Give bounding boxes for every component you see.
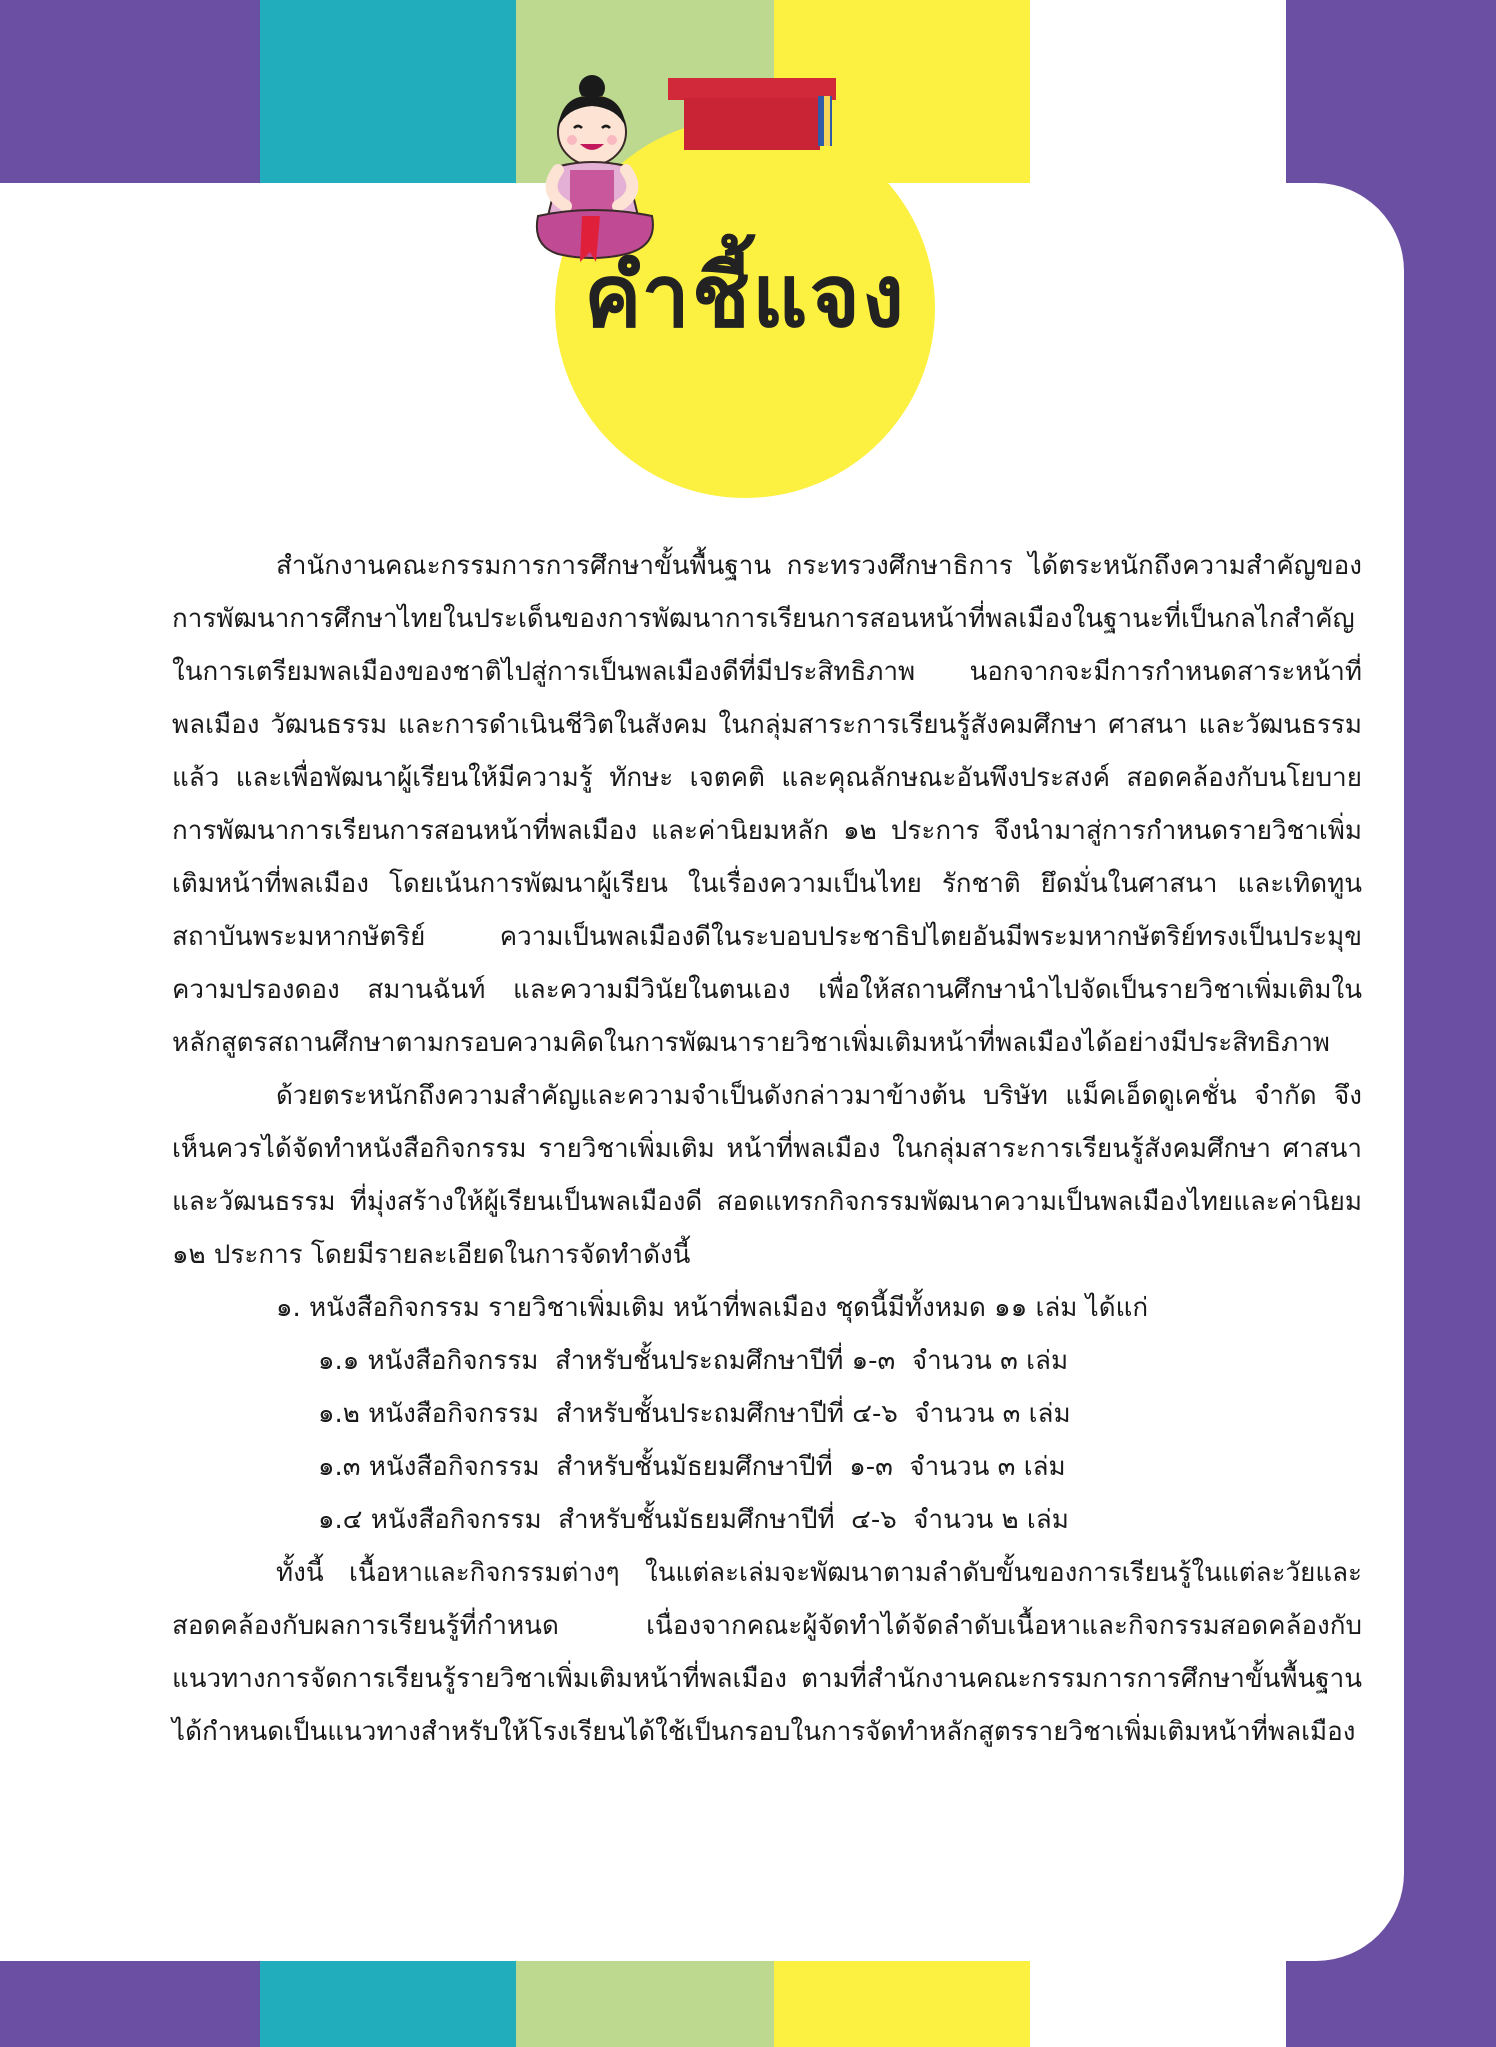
closing-paragraph: ทั้งนี้ เนื้อหาและกิจกรรมต่างๆ ในแต่ละเล่มจะพัฒนาตามลำดับขั้นของการเรียนรู้ในแต่ละวัยและสอดคล้องกับผลการเรียนรู้ที่กำหนด เนื่องจากคณะผู้จัดทำได้จัดลำดับเนื้อหาและกิจกรรมสอดคล้องกับแนวทางการจัดการเรียนรู้รายวิชาเพิ่มเติมหน้าที่พลเมือง ตามที่สำนักงานคณะกรรมการการศึกษาขั้นพื้นฐานได้กำหนดเป็นแนวทางสำหรับให้โรงเรียนได้ใช้เป็นกรอบในการจัดทำหลักสูตรรายวิชาเพิ่มเติมหน้าที่พลเมือง: [172, 1558, 1362, 1747]
list-item: ๑.๑ หนังสือกิจกรรม สำหรับชั้นประถมศึกษาปีที่ ๑-๓ จำนวน ๓ เล่ม: [318, 1346, 1069, 1376]
list-item: ๑.๓ หนังสือกิจกรรม สำหรับชั้นมัธยมศึกษาปีที่ ๑-๓ จำนวน ๓ เล่ม: [318, 1452, 1066, 1482]
mascot-icon: [530, 66, 680, 266]
banner-icon: [668, 78, 836, 100]
list-item: ๑.๔ หนังสือกิจกรรม สำหรับชั้นมัธยมศึกษาปีที่ ๔-๖ จำนวน ๒ เล่ม: [318, 1505, 1069, 1535]
bottom-band-teal: [260, 1961, 516, 2047]
document-body: [172, 540, 1362, 1759]
list-item: ๑.๒ หนังสือกิจกรรม สำหรับชั้นประถมศึกษาปีที่ ๔-๖ จำนวน ๓ เล่ม: [318, 1399, 1071, 1429]
bottom-band-green: [516, 1961, 774, 2047]
top-band-purple: [0, 0, 260, 183]
top-band-teal: [260, 0, 516, 183]
bottom-band-purple: [0, 1961, 260, 2047]
intro-paragraph: สำนักงานคณะกรรมการการศึกษาขั้นพื้นฐาน กระทรวงศึกษาธิการ ได้ตระหนักถึงความสำคัญของการพัฒนาการศึกษาไทยในประเด็นของการพัฒนาการเรียนการสอนหน้าที่พลเมืองในฐานะที่เป็นกลไกสำคัญในการเตรียมพลเมืองของชาติไปสู่การเป็นพลเมืองดีที่มีประสิทธิภาพ นอกจากจะมีการกำหนดสาระหน้าที่พลเมือง วัฒนธรรม และการดำเนินชีวิตในสังคม ในกลุ่มสาระการเรียนรู้สังคมศึกษา ศาสนา และวัฒนธรรมแล้ว และเพื่อพัฒนาผู้เรียนให้มีความรู้ ทักษะ เจตคติ และคุณลักษณะอันพึงประสงค์ สอดคล้องกับนโยบายการพัฒนาการเรียนการสอนหน้าที่พลเมือง และค่านิยมหลัก ๑๒ ประการ จึงนำมาสู่การกำหนดรายวิชาเพิ่มเติมหน้าที่พลเมือง โดยเน้นการพัฒนาผู้เรียน ในเรื่องความเป็นไทย รักชาติ ยึดมั่นในศาสนา และเทิดทูนสถาบันพระมหากษัตริย์ ความเป็นพลเมืองดีในระบอบประชาธิปไตยอันมีพระมหากษัตริย์ทรงเป็นประมุข ความปรองดอง สมานฉันท์ และความมีวินัยในตนเอง เพื่อให้สถานศึกษานำไปจัดเป็นรายวิชาเพิ่มเติมในหลักสูตรสถานศึกษาตามกรอบความคิดในการพัฒนารายวิชาเพิ่มเติมหน้าที่พลเมืองได้อย่างมีประสิทธิภาพ: [172, 551, 1362, 1058]
book-list-heading: ๑. หนังสือกิจกรรม รายวิชาเพิ่มเติม หน้าที่พลเมือง ชุดนี้มีทั้งหมด ๑๑ เล่ม ได้แก่: [276, 1293, 1149, 1323]
page-title: คำชี้แจง: [583, 247, 906, 347]
purpose-paragraph: ด้วยตระหนักถึงความสำคัญและความจำเป็นดังกล่าวมาข้างต้น บริษัท แม็คเอ็ดดูเคชั่น จำกัด จึงเห็นควรได้จัดทำหนังสือกิจกรรม รายวิชาเพิ่มเติม หน้าที่พลเมือง ในกลุ่มสาระการเรียนรู้สังคมศึกษา ศาสนาและวัฒนธรรม ที่มุ่งสร้างให้ผู้เรียนเป็นพลเมืองดี สอดแทรกกิจกรรมพัฒนาความเป็นพลเมืองไทยและค่านิยม ๑๒ ประการ โดยมีรายละเอียดในการจัดทำดังนี้: [172, 1081, 1362, 1270]
bottom-band-yellow: [774, 1961, 1030, 2047]
banner-drop-icon: [684, 98, 820, 150]
bookmark-ribbon-stripe-icon: [824, 96, 830, 146]
